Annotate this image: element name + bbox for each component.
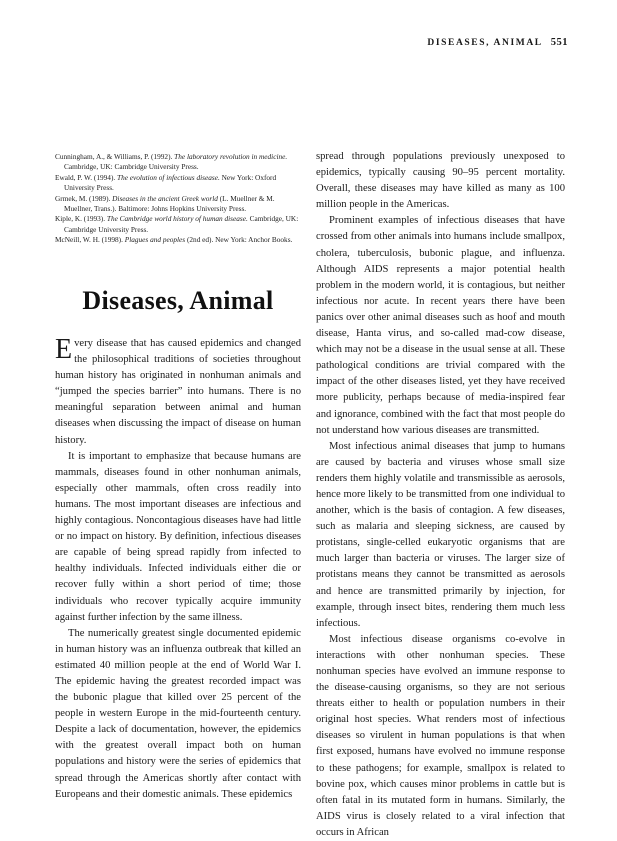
body-paragraph: The numerically greatest single documented epidemic in human history was an influenza outbreak that killed an estimated 40 million people at the end of World War I. The epidemic having the greatest recorded impact was the bubonic plague that killed over 25 percent of the people in western Europe in the mid-fourteenth century. Despite a lack of documentation, however, the epidemics with the greatest overall impact both on human populations and history were the series of epidemics that spread through the Americas shortly after contact with Europeans and their domestic animals. These epidemics (55, 627, 301, 800)
body-column-left (55, 336, 301, 803)
reference-item: Cunningham, A., & Williams, P. (1992). The laboratory revolution in medicine. Cambridge, UK: Cambridge University Press. (55, 152, 288, 172)
body-paragraph: Most infectious animal diseases that jump to humans are caused by bacteria and viruses whose small size renders them highly volatile and transmissible as aerosols, hence more likely to be transmitted from one individual to another, which is the basis of contagion. A few diseases, such as malaria and sleeping sickness, are caused by protistans, single-celled eukaryotic organisms that are much larger than bacteria or viruses. The larger size of protistans means they cannot be transmitted as aerosols and hence are transmitted primarily by injection, for example, through insect bites, rendering them much less infectious. (316, 440, 565, 629)
body-paragraph: Prominent examples of infectious diseases that have crossed from other animals into humans include smallpox, cholera, tuberculosis, bubonic plague, and influenza. Although AIDS represents a major potential health problem in the modern world, it is contagious, but neither infectious nor acute. In recent years there have been panics over other animal diseases such as hoof and mouth disease, Hanta virus, and so-called mad-cow disease, which may not be a disease in the usual sense at all. These pathological conditions are trivial compared with the impact of the other diseases listed, yet they have received more publicity, perhaps because of media-inspired fear and ignorance, combined with the fact that most people do not understand how various diseases are transmitted. (316, 215, 565, 436)
body-paragraph: It is important to emphasize that because humans are mammals, diseases found in other nonhuman animals, especially other mammals, often cross readily into humans. The most important diseases are infectious and highly contagious. Noncontagious diseases have had little or no impact on history. By definition, infectious diseases are capable of being spread rapidly from infected to healthy individuals. Infected individuals either die or recover fully within a short period of time; those individuals who recover typically acquire immunity against further infection by the same illness. (55, 450, 301, 623)
reference-item: Grmek, M. (1989). Diseases in the ancient Greek world (L. Muellner & M. Muellner, Trans.). Baltimore: Johns Hopkins University Press. (55, 193, 275, 214)
reference-item: Kiple, K. (1993). The Cambridge world history of human disease. Cambridge, UK: Cambridge University Press. (55, 214, 299, 234)
body-column-right (316, 149, 565, 841)
running-head (427, 37, 568, 48)
body-paragraph: Every disease that has caused epidemics and changed the philosophical traditions of societies throughout human history has originated in nonhuman animals and “jumped the species barrier” into humans. There is no meaningful separation between animal and human diseases when discussing the impact of disease on human history. (55, 334, 301, 446)
article-title: Diseases, Animal (82, 286, 274, 315)
page-number: 551 (550, 37, 568, 48)
reference-item: Ewald, P. W. (1994). The evolution of infectious disease. New York: Oxford University Press. (55, 172, 277, 193)
body-paragraph: spread through populations previously unexposed to epidemics, typically causing 90–95 percent mortality. Overall, these diseases may have killed as many as 100 million people in the Americas. (316, 151, 565, 211)
running-title: DISEASES, ANIMAL (427, 38, 543, 48)
body-paragraph: Most infectious disease organisms co-evolve in interactions with other nonhuman species. These nonhuman species have evolved an immune response to the disease-causing organisms, so they are not serious threats either to health or population numbers in their original host species. What renders most of infectious diseases so virulent in human populations is that when first exposed, humans have evolved no immune response to these pathogens; for example, smallpox is related to bovine pox, which causes minor problems in cattle but is often fatal in its mutated form in humans. Similarly, the AIDS virus is closely related to a viral infection that occurs in African (316, 633, 565, 838)
references-list (55, 152, 301, 246)
reference-item: McNeill, W. H. (1998). Plagues and peoples (2nd ed). New York: Anchor Books. (55, 235, 293, 245)
